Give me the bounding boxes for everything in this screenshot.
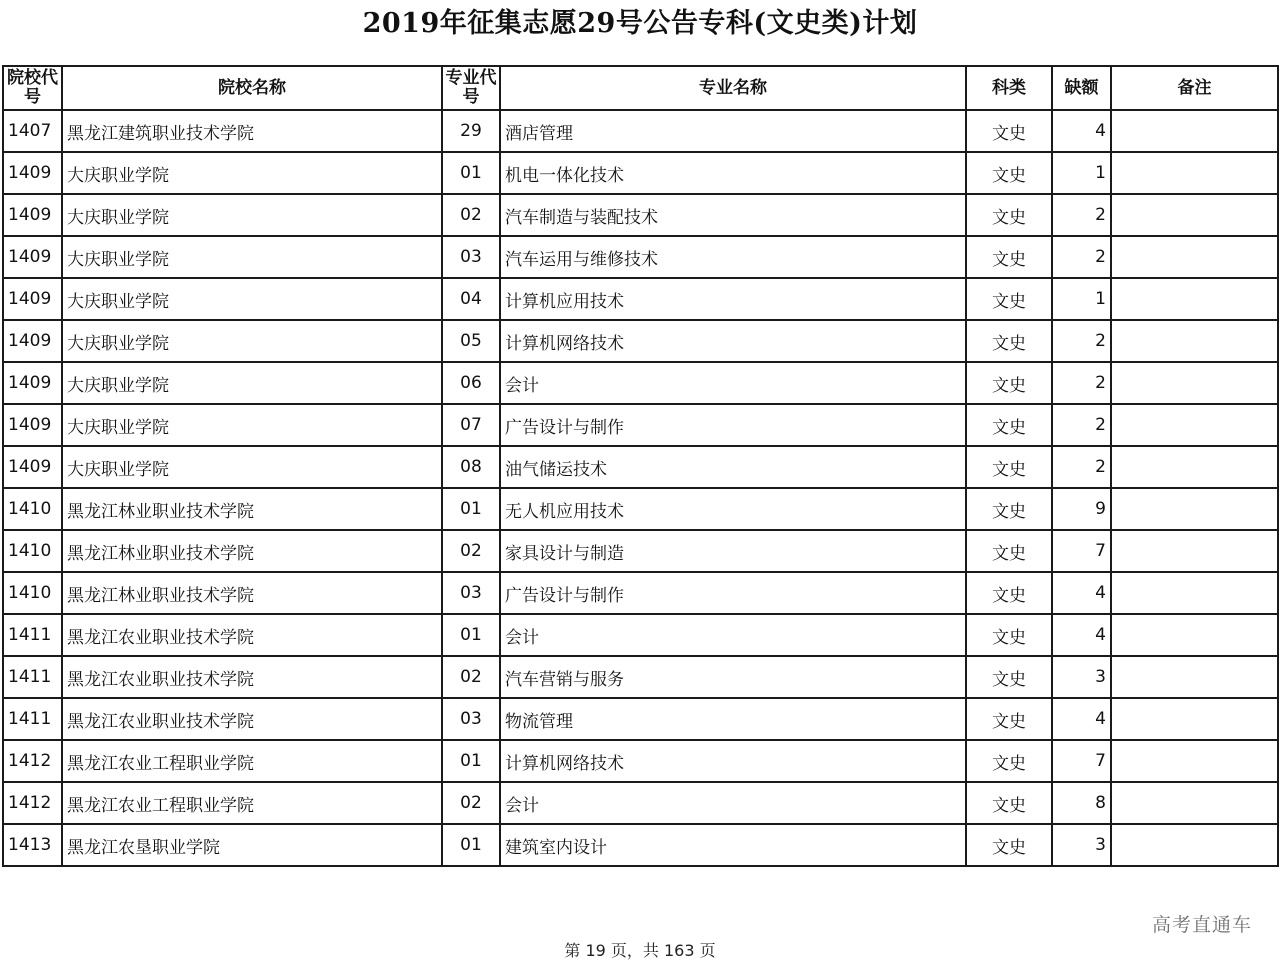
cell-major-name: 汽车运用与维修技术 — [500, 236, 966, 278]
cell-school-code: 1409 — [3, 320, 62, 362]
cell-vacancies: 4 — [1052, 110, 1111, 152]
table-row — [3, 278, 1278, 320]
cell-school-name: 黑龙江林业职业技术学院 — [62, 488, 442, 530]
cell-vacancies: 2 — [1052, 446, 1111, 488]
enrollment-plan-table — [2, 65, 1279, 867]
cell-remarks — [1111, 446, 1278, 488]
cell-remarks — [1111, 656, 1278, 698]
cell-major-name: 广告设计与制作 — [500, 404, 966, 446]
cell-school-name: 黑龙江农业工程职业学院 — [62, 740, 442, 782]
cell-school-name: 黑龙江林业职业技术学院 — [62, 530, 442, 572]
cell-vacancies: 4 — [1052, 572, 1111, 614]
page-title: 2019年征集志愿29号公告专科(文史类)计划 — [362, 8, 918, 39]
cell-major-code: 04 — [442, 278, 500, 320]
table-row — [3, 362, 1278, 404]
cell-remarks — [1111, 278, 1278, 320]
cell-category: 文史 — [966, 824, 1052, 866]
cell-school-name: 黑龙江林业职业技术学院 — [62, 572, 442, 614]
table-row — [3, 740, 1278, 782]
cell-major-code: 03 — [442, 572, 500, 614]
cell-category: 文史 — [966, 614, 1052, 656]
cell-school-name: 大庆职业学院 — [62, 152, 442, 194]
cell-major-code: 02 — [442, 782, 500, 824]
cell-school-code: 1412 — [3, 782, 62, 824]
watermark: 高考直通车 — [1151, 914, 1252, 936]
cell-school-name: 黑龙江农业工程职业学院 — [62, 782, 442, 824]
cell-school-code: 1409 — [3, 446, 62, 488]
cell-major-name: 广告设计与制作 — [500, 572, 966, 614]
cell-school-code: 1409 — [3, 152, 62, 194]
cell-remarks — [1111, 740, 1278, 782]
cell-school-code: 1410 — [3, 488, 62, 530]
header-category: 科类 — [966, 66, 1052, 110]
table-row — [3, 152, 1278, 194]
cell-vacancies: 3 — [1052, 824, 1111, 866]
cell-major-name: 建筑室内设计 — [500, 824, 966, 866]
cell-remarks — [1111, 362, 1278, 404]
cell-category: 文史 — [966, 362, 1052, 404]
cell-school-code: 1409 — [3, 236, 62, 278]
cell-major-name: 家具设计与制造 — [500, 530, 966, 572]
cell-major-name: 会计 — [500, 614, 966, 656]
cell-school-code: 1409 — [3, 278, 62, 320]
table-row — [3, 488, 1278, 530]
cell-vacancies: 7 — [1052, 740, 1111, 782]
table-body — [3, 110, 1278, 866]
cell-major-code: 29 — [442, 110, 500, 152]
table-row — [3, 530, 1278, 572]
cell-remarks — [1111, 614, 1278, 656]
cell-school-code: 1409 — [3, 362, 62, 404]
table-row — [3, 656, 1278, 698]
cell-major-code: 01 — [442, 824, 500, 866]
cell-major-code: 02 — [442, 530, 500, 572]
cell-major-name: 机电一体化技术 — [500, 152, 966, 194]
cell-school-code: 1413 — [3, 824, 62, 866]
header-major-code: 专业代号 — [442, 66, 500, 110]
cell-school-name: 大庆职业学院 — [62, 278, 442, 320]
cell-category: 文史 — [966, 572, 1052, 614]
table-row — [3, 110, 1278, 152]
cell-category: 文史 — [966, 698, 1052, 740]
cell-school-code: 1407 — [3, 110, 62, 152]
cell-category: 文史 — [966, 278, 1052, 320]
cell-remarks — [1111, 572, 1278, 614]
cell-major-name: 汽车营销与服务 — [500, 656, 966, 698]
cell-school-name: 大庆职业学院 — [62, 236, 442, 278]
cell-major-name: 无人机应用技术 — [500, 488, 966, 530]
cell-major-code: 02 — [442, 656, 500, 698]
cell-category: 文史 — [966, 236, 1052, 278]
cell-school-code: 1411 — [3, 698, 62, 740]
table-row — [3, 572, 1278, 614]
cell-major-name: 计算机网络技术 — [500, 740, 966, 782]
cell-category: 文史 — [966, 530, 1052, 572]
cell-school-code: 1409 — [3, 194, 62, 236]
cell-category: 文史 — [966, 488, 1052, 530]
cell-category: 文史 — [966, 404, 1052, 446]
cell-major-name: 汽车制造与装配技术 — [500, 194, 966, 236]
cell-school-name: 大庆职业学院 — [62, 446, 442, 488]
cell-major-name: 计算机网络技术 — [500, 320, 966, 362]
cell-vacancies: 7 — [1052, 530, 1111, 572]
cell-school-name: 黑龙江农垦职业学院 — [62, 824, 442, 866]
cell-major-code: 02 — [442, 194, 500, 236]
cell-school-code: 1411 — [3, 656, 62, 698]
table-row — [3, 194, 1278, 236]
table-row — [3, 446, 1278, 488]
cell-remarks — [1111, 824, 1278, 866]
cell-category: 文史 — [966, 740, 1052, 782]
cell-school-code: 1412 — [3, 740, 62, 782]
cell-category: 文史 — [966, 110, 1052, 152]
cell-remarks — [1111, 320, 1278, 362]
table-row — [3, 236, 1278, 278]
cell-category: 文史 — [966, 194, 1052, 236]
cell-vacancies: 2 — [1052, 404, 1111, 446]
cell-school-code: 1409 — [3, 404, 62, 446]
header-row — [3, 66, 1278, 110]
cell-remarks — [1111, 110, 1278, 152]
cell-major-code: 01 — [442, 614, 500, 656]
cell-vacancies: 1 — [1052, 278, 1111, 320]
cell-vacancies: 2 — [1052, 194, 1111, 236]
cell-category: 文史 — [966, 656, 1052, 698]
header-school-code: 院校代号 — [3, 66, 62, 110]
cell-major-code: 05 — [442, 320, 500, 362]
cell-vacancies: 3 — [1052, 656, 1111, 698]
header-major-name: 专业名称 — [500, 66, 966, 110]
cell-major-code: 08 — [442, 446, 500, 488]
table-header — [3, 66, 1278, 110]
cell-category: 文史 — [966, 782, 1052, 824]
cell-major-name: 物流管理 — [500, 698, 966, 740]
cell-vacancies: 4 — [1052, 614, 1111, 656]
cell-major-code: 01 — [442, 740, 500, 782]
cell-vacancies: 4 — [1052, 698, 1111, 740]
cell-major-code: 01 — [442, 488, 500, 530]
cell-remarks — [1111, 194, 1278, 236]
cell-category: 文史 — [966, 152, 1052, 194]
cell-school-code: 1410 — [3, 572, 62, 614]
cell-major-name: 计算机应用技术 — [500, 278, 966, 320]
cell-school-name: 黑龙江农业职业技术学院 — [62, 698, 442, 740]
cell-major-name: 油气储运技术 — [500, 446, 966, 488]
table-row — [3, 404, 1278, 446]
table-row — [3, 824, 1278, 866]
cell-major-code: 03 — [442, 236, 500, 278]
cell-remarks — [1111, 530, 1278, 572]
cell-major-name: 会计 — [500, 782, 966, 824]
cell-school-code: 1411 — [3, 614, 62, 656]
cell-category: 文史 — [966, 320, 1052, 362]
cell-school-code: 1410 — [3, 530, 62, 572]
table-row — [3, 320, 1278, 362]
cell-vacancies: 9 — [1052, 488, 1111, 530]
header-remarks: 备注 — [1111, 66, 1278, 110]
header-vacancies: 缺额 — [1052, 66, 1111, 110]
cell-major-code: 01 — [442, 152, 500, 194]
cell-school-name: 黑龙江农业职业技术学院 — [62, 614, 442, 656]
cell-school-name: 大庆职业学院 — [62, 194, 442, 236]
cell-major-code: 07 — [442, 404, 500, 446]
cell-major-code: 03 — [442, 698, 500, 740]
cell-vacancies: 2 — [1052, 320, 1111, 362]
cell-category: 文史 — [966, 446, 1052, 488]
cell-school-name: 大庆职业学院 — [62, 404, 442, 446]
cell-major-name: 会计 — [500, 362, 966, 404]
cell-remarks — [1111, 782, 1278, 824]
cell-school-name: 大庆职业学院 — [62, 320, 442, 362]
cell-major-name: 酒店管理 — [500, 110, 966, 152]
table-row — [3, 782, 1278, 824]
cell-remarks — [1111, 698, 1278, 740]
table-row — [3, 614, 1278, 656]
cell-vacancies: 2 — [1052, 236, 1111, 278]
cell-school-name: 大庆职业学院 — [62, 362, 442, 404]
cell-vacancies: 1 — [1052, 152, 1111, 194]
cell-major-code: 06 — [442, 362, 500, 404]
cell-school-name: 黑龙江农业职业技术学院 — [62, 656, 442, 698]
cell-school-name: 黑龙江建筑职业技术学院 — [62, 110, 442, 152]
page-footer: 第 19 页，共 163 页 — [564, 941, 716, 960]
cell-remarks — [1111, 404, 1278, 446]
cell-remarks — [1111, 152, 1278, 194]
table-row — [3, 698, 1278, 740]
cell-vacancies: 8 — [1052, 782, 1111, 824]
cell-remarks — [1111, 488, 1278, 530]
cell-remarks — [1111, 236, 1278, 278]
header-school-name: 院校名称 — [62, 66, 442, 110]
cell-vacancies: 2 — [1052, 362, 1111, 404]
